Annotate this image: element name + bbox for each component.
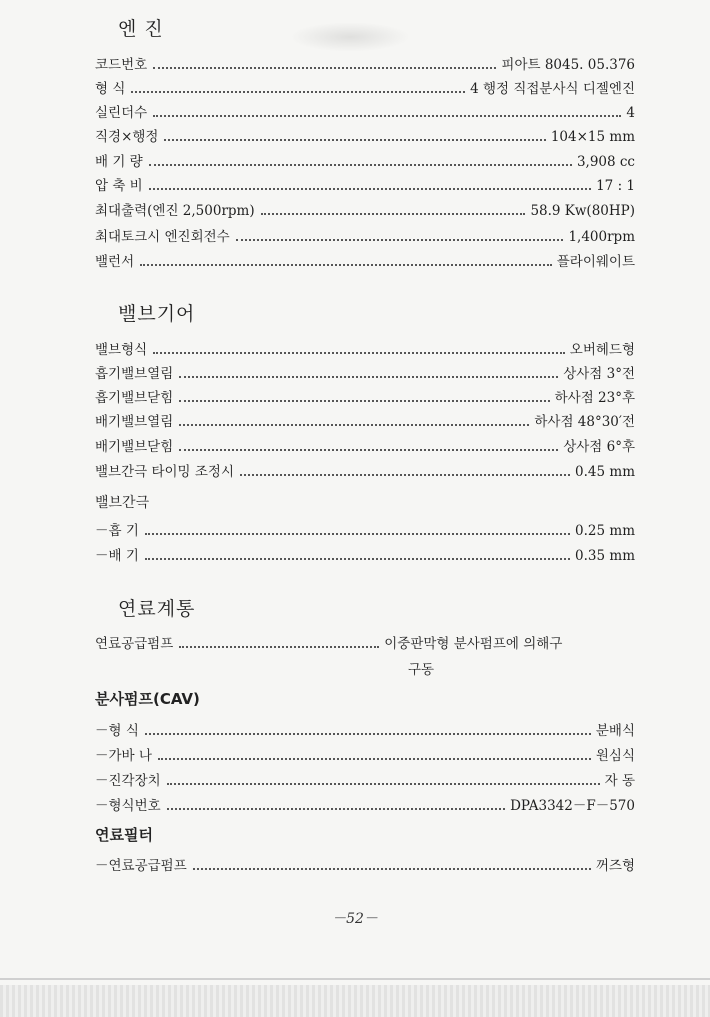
injection-pump-row-governor (95, 743, 635, 765)
row-label: 배기밸브열림 (95, 414, 174, 430)
scan-artifact-bottom (0, 985, 710, 1017)
leader-dots (240, 474, 570, 476)
fuel-row-supply-pump (95, 631, 635, 653)
leader-dots (140, 264, 552, 266)
engine-row-type (95, 76, 635, 98)
row-label: 최대출력(엔진 2,500rpm) (95, 203, 255, 219)
row-value: 104×15 mm (550, 129, 635, 145)
row-value: 3,908 cc (576, 154, 635, 170)
row-label: 흡기밸브닫힘 (95, 390, 174, 406)
row-label: －연료공급펌프 (95, 858, 187, 874)
row-label: 배 기 량 (95, 154, 143, 170)
row-value: 4 (626, 105, 635, 121)
row-label: 압 축 비 (95, 178, 143, 194)
injection-pump-row-advance (95, 768, 635, 790)
leader-dots (179, 646, 379, 648)
leader-dots (236, 239, 564, 241)
row-label: －흡 기 (95, 523, 139, 539)
leader-dots (145, 533, 570, 535)
injection-pump-row-model (95, 793, 635, 815)
engine-row-cylinders (95, 100, 635, 122)
row-label: 밸런서 (95, 254, 135, 270)
leader-dots (145, 733, 591, 735)
engine-row-max-torque-rpm (95, 224, 635, 246)
row-value: 이중판막형 분사펌프에 의해구 (384, 636, 563, 652)
row-value: 하사점 23°후 (554, 390, 635, 406)
engine-row-max-power (95, 198, 635, 220)
valve-row-type (95, 337, 635, 359)
leader-dots (145, 558, 570, 560)
row-value: 0.45 mm (575, 464, 635, 480)
row-value: 오버헤드형 (569, 342, 635, 358)
row-label: 밸브형식 (95, 342, 148, 358)
valve-row-timing-clearance (95, 459, 635, 481)
valve-row-intake-close (95, 385, 635, 407)
row-value: 58.9 Kw(80HP) (530, 203, 635, 219)
leader-dots (153, 115, 621, 117)
leader-dots (179, 376, 558, 378)
row-value: 0.35 mm (575, 548, 635, 564)
scan-artifact-line (0, 978, 710, 980)
row-value: DPA3342－F－570 (510, 798, 635, 814)
injection-pump-row-type (95, 718, 635, 740)
valve-gear-heading: 밸브기어 (118, 303, 196, 325)
leader-dots (261, 213, 526, 215)
row-label: －형 식 (95, 723, 139, 739)
leader-dots (158, 758, 591, 760)
engine-row-compression (95, 173, 635, 195)
leader-dots (149, 188, 591, 190)
engine-row-bore-stroke (95, 124, 635, 146)
row-value: 하사점 48°30′전 (534, 414, 635, 430)
leader-dots (167, 808, 505, 810)
row-value: 플라이웨이트 (556, 254, 635, 270)
row-label: 최대토크시 엔진회전수 (95, 229, 230, 245)
injection-pump-subheading: 분사펌프(CAV) (95, 690, 200, 708)
row-label: 밸브간극 타이밍 조정시 (95, 464, 234, 480)
valve-clearance-exhaust (95, 543, 635, 565)
row-value: 1,400rpm (568, 229, 635, 245)
fuel-filter-row-supply-pump (95, 853, 635, 875)
fuel-filter-subheading: 연료필터 (95, 826, 153, 844)
page-number: －52－ (332, 911, 378, 927)
row-label: 연료공급펌프 (95, 636, 174, 652)
valve-row-exhaust-close (95, 434, 635, 456)
scan-smudge (290, 22, 410, 52)
leader-dots (153, 352, 565, 354)
fuel-heading: 연료계통 (118, 598, 196, 620)
leader-dots (179, 449, 558, 451)
leader-dots (179, 400, 549, 402)
row-value: 4 행정 직접분사식 디젤엔진 (470, 81, 635, 97)
leader-dots (193, 868, 591, 870)
row-value: 0.25 mm (575, 523, 635, 539)
row-label: 형 식 (95, 81, 126, 97)
row-value: 꺼즈형 (595, 858, 635, 874)
engine-row-code (95, 52, 635, 74)
row-label: －가바 나 (95, 748, 152, 764)
row-label: 직경×행정 (95, 129, 159, 145)
row-label: －진각장치 (95, 773, 161, 789)
leader-dots (153, 67, 496, 69)
valve-clearance-intake (95, 518, 635, 540)
row-value: 분배식 (595, 723, 635, 739)
row-label: 흡기밸브열림 (95, 366, 174, 382)
row-label: －배 기 (95, 548, 139, 564)
row-value: 원심식 (595, 748, 635, 764)
row-value: 17 : 1 (596, 178, 635, 194)
engine-row-displacement (95, 149, 635, 171)
leader-dots (149, 164, 572, 166)
leader-dots (167, 783, 600, 785)
row-label: －형식번호 (95, 798, 161, 814)
row-label: 배기밸브닫힘 (95, 439, 174, 455)
row-value: 상사점 3°전 (563, 366, 635, 382)
row-label: 실린더수 (95, 105, 148, 121)
row-label: 코드번호 (95, 57, 148, 73)
leader-dots (131, 91, 465, 93)
fuel-pump-value-continued: 구동 (408, 662, 435, 678)
valve-row-exhaust-open (95, 409, 635, 431)
engine-heading: 엔 진 (118, 18, 164, 40)
valve-row-intake-open (95, 361, 635, 383)
row-value: 피아트 8045. 05.376 (501, 57, 635, 73)
row-value: 상사점 6°후 (563, 439, 635, 455)
valve-clearance-subheading: 밸브간극 (95, 495, 150, 511)
leader-dots (179, 424, 529, 426)
row-value: 자 동 (604, 773, 635, 789)
leader-dots (164, 139, 545, 141)
engine-row-balancer (95, 249, 635, 271)
